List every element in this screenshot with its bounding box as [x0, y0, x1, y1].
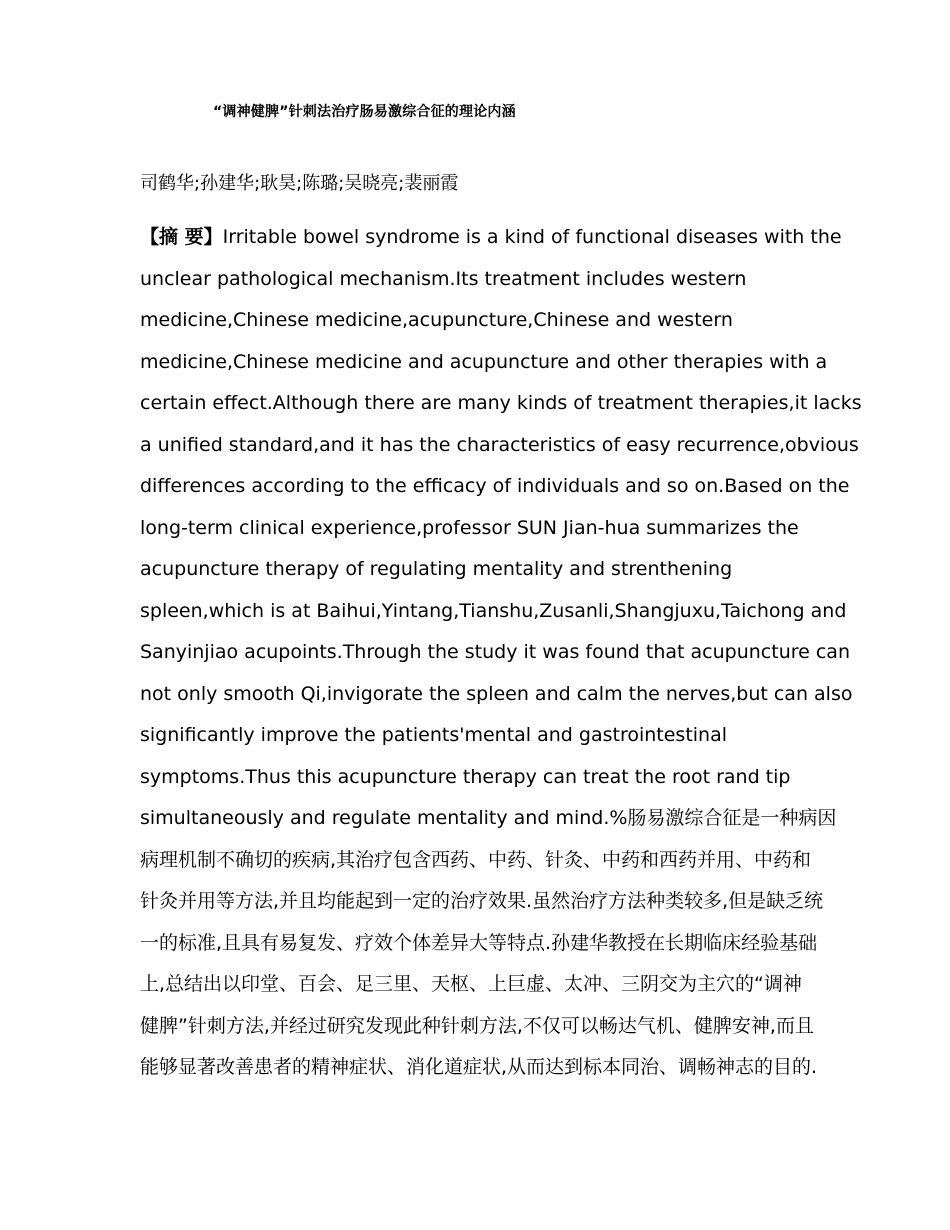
abstract-line: 病理机制不确切的疾病,其治疗包含西药、中药、针灸、中药和西药并用、中药和 — [140, 848, 812, 871]
abstract-line — [140, 222, 842, 264]
abstract-line: certain effect.Although there are many kinds of treatment therapies,it lacks — [140, 392, 862, 414]
abstract-line: simultaneously and regulate mentality and mind.%肠易激综合征是一种病因 — [140, 807, 837, 829]
abstract-line: medicine,Chinese medicine,acupuncture,Chinese and western — [140, 309, 733, 331]
abstract-line: long-term clinical experience,professor SUN Jian-hua summarizes the — [140, 516, 799, 539]
abstract-line-text: Irritable bowel syndrome is a kind of functional diseases with the — [222, 226, 842, 248]
abstract-line: 能够显著改善患者的精神症状、消化道症状,从而达到标本同治、调畅神志的目的. — [140, 1056, 818, 1078]
abstract-line: 上,总结出以印堂、百会、足三里、天枢、上巨虚、太冲、三阴交为主穴的“调神 — [140, 973, 802, 995]
author-list: 司鹤华;孙建华;耿昊;陈璐;吴晓亮;裴丽霞 — [140, 173, 459, 194]
abstract-line: 一的标准,且具有易复发、疗效个体差异大等特点.孙建华教授在长期临床经验基础 — [140, 931, 818, 954]
abstract-line: differences according to the efficacy of individuals and so on.Based on the — [140, 475, 850, 497]
abstract-line: medicine,Chinese medicine and acupuncture and other therapies with a — [140, 350, 828, 373]
abstract-line: significantly improve the patients'mental and gastrointestinal — [140, 724, 728, 746]
abstract-line: Sanyinjiao acupoints.Through the study it was found that acupuncture can — [140, 641, 850, 663]
abstract-line: acupuncture therapy of regulating mentality and strenthening — [140, 558, 733, 580]
abstract-label: 【摘 要】 — [140, 226, 223, 248]
abstract-line: unclear pathological mechanism.Its treatment includes western — [140, 267, 747, 290]
abstract-line: 健脾”针刺方法,并经过研究发现此种针刺方法,不仅可以畅达气机、健脾安神,而且 — [140, 1014, 814, 1037]
paper-title: “调神健脾”针刺法治疗肠易激综合征的理论内涵 — [213, 104, 516, 120]
abstract-line: not only smooth Qi,invigorate the spleen and calm the nerves,but can also — [140, 682, 853, 705]
abstract-line: spleen,which is at Baihui,Yintang,Tianshu,Zusanli,Shangjuxu,Taichong and — [140, 599, 847, 622]
abstract-line: 针灸并用等方法,并且均能起到一定的治疗效果.虽然治疗方法种类较多,但是缺乏统 — [140, 890, 824, 912]
abstract-line: symptoms.Thus this acupuncture therapy can treat the root rand tip — [140, 765, 791, 788]
abstract-block — [140, 222, 862, 1094]
abstract-line: a unified standard,and it has the characteristics of easy recurrence,obvious — [140, 433, 859, 456]
